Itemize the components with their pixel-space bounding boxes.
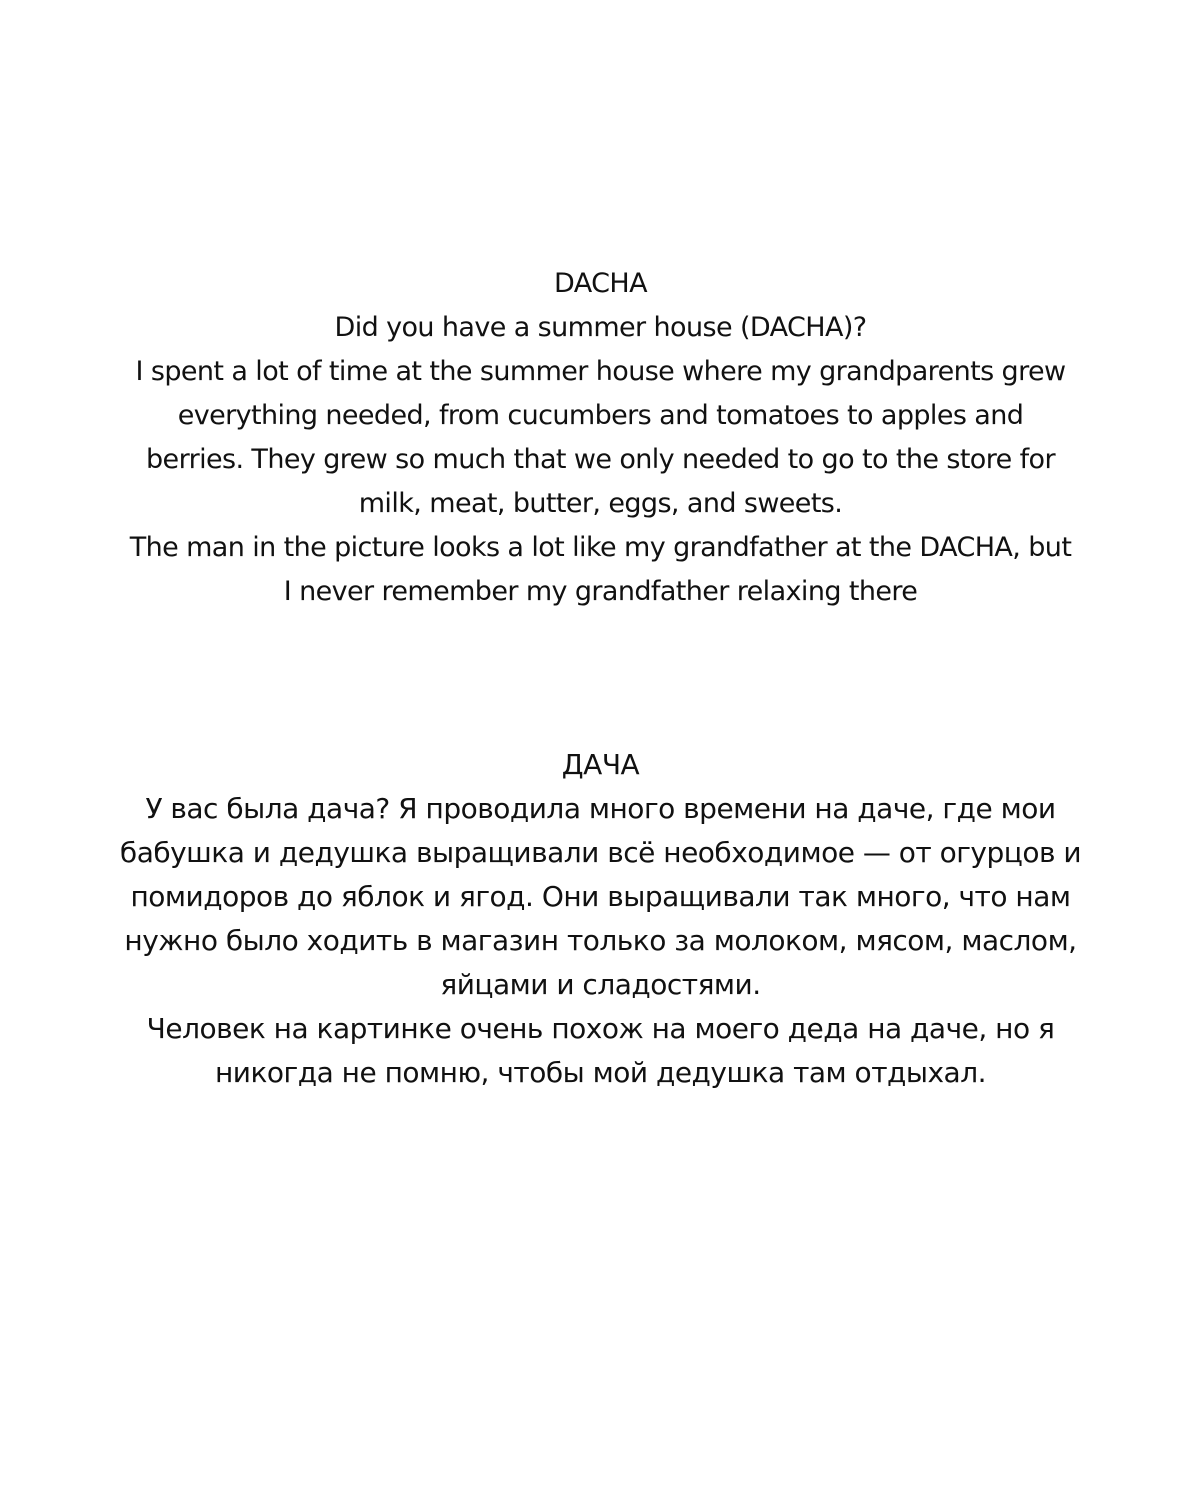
- english-line: I never remember my grandfather relaxing there: [283, 576, 918, 607]
- english-line: everything needed, from cucumbers and tomatoes to apples and: [177, 400, 1024, 431]
- russian-line: никогда не помню, чтобы мой дедушка там отдыхал.: [215, 1056, 986, 1089]
- russian-line: помидоров до яблок и ягод. Они выращивали так много, что нам: [130, 880, 1071, 913]
- russian-title: ДАЧА: [561, 748, 640, 781]
- russian-line: яйцами и сладостями.: [440, 968, 761, 1001]
- english-line: I spent a lot of time at the summer house where my grandparents grew: [135, 356, 1066, 387]
- english-line: berries. They grew so much that we only needed to go to the store for: [146, 444, 1055, 475]
- russian-line: Человек на картинке очень похож на моего деда на даче, но я: [146, 1012, 1055, 1045]
- russian-line: бабушка и дедушка выращивали всё необходимое — от огурцов и: [119, 836, 1082, 869]
- russian-text-block: [0, 743, 1201, 1095]
- english-title: DACHA: [554, 268, 647, 299]
- english-line: Did you have a summer house (DACHA)?: [334, 312, 867, 343]
- english-line: The man in the picture looks a lot like my grandfather at the DACHA, but: [129, 532, 1072, 563]
- english-line: milk, meat, butter, eggs, and sweets.: [358, 488, 843, 519]
- russian-line: нужно было ходить в магазин только за молоком, мясом, маслом,: [124, 924, 1077, 957]
- russian-line: У вас была дача? Я проводила много времени на даче, где мои: [145, 792, 1056, 825]
- english-text-block: [0, 262, 1201, 614]
